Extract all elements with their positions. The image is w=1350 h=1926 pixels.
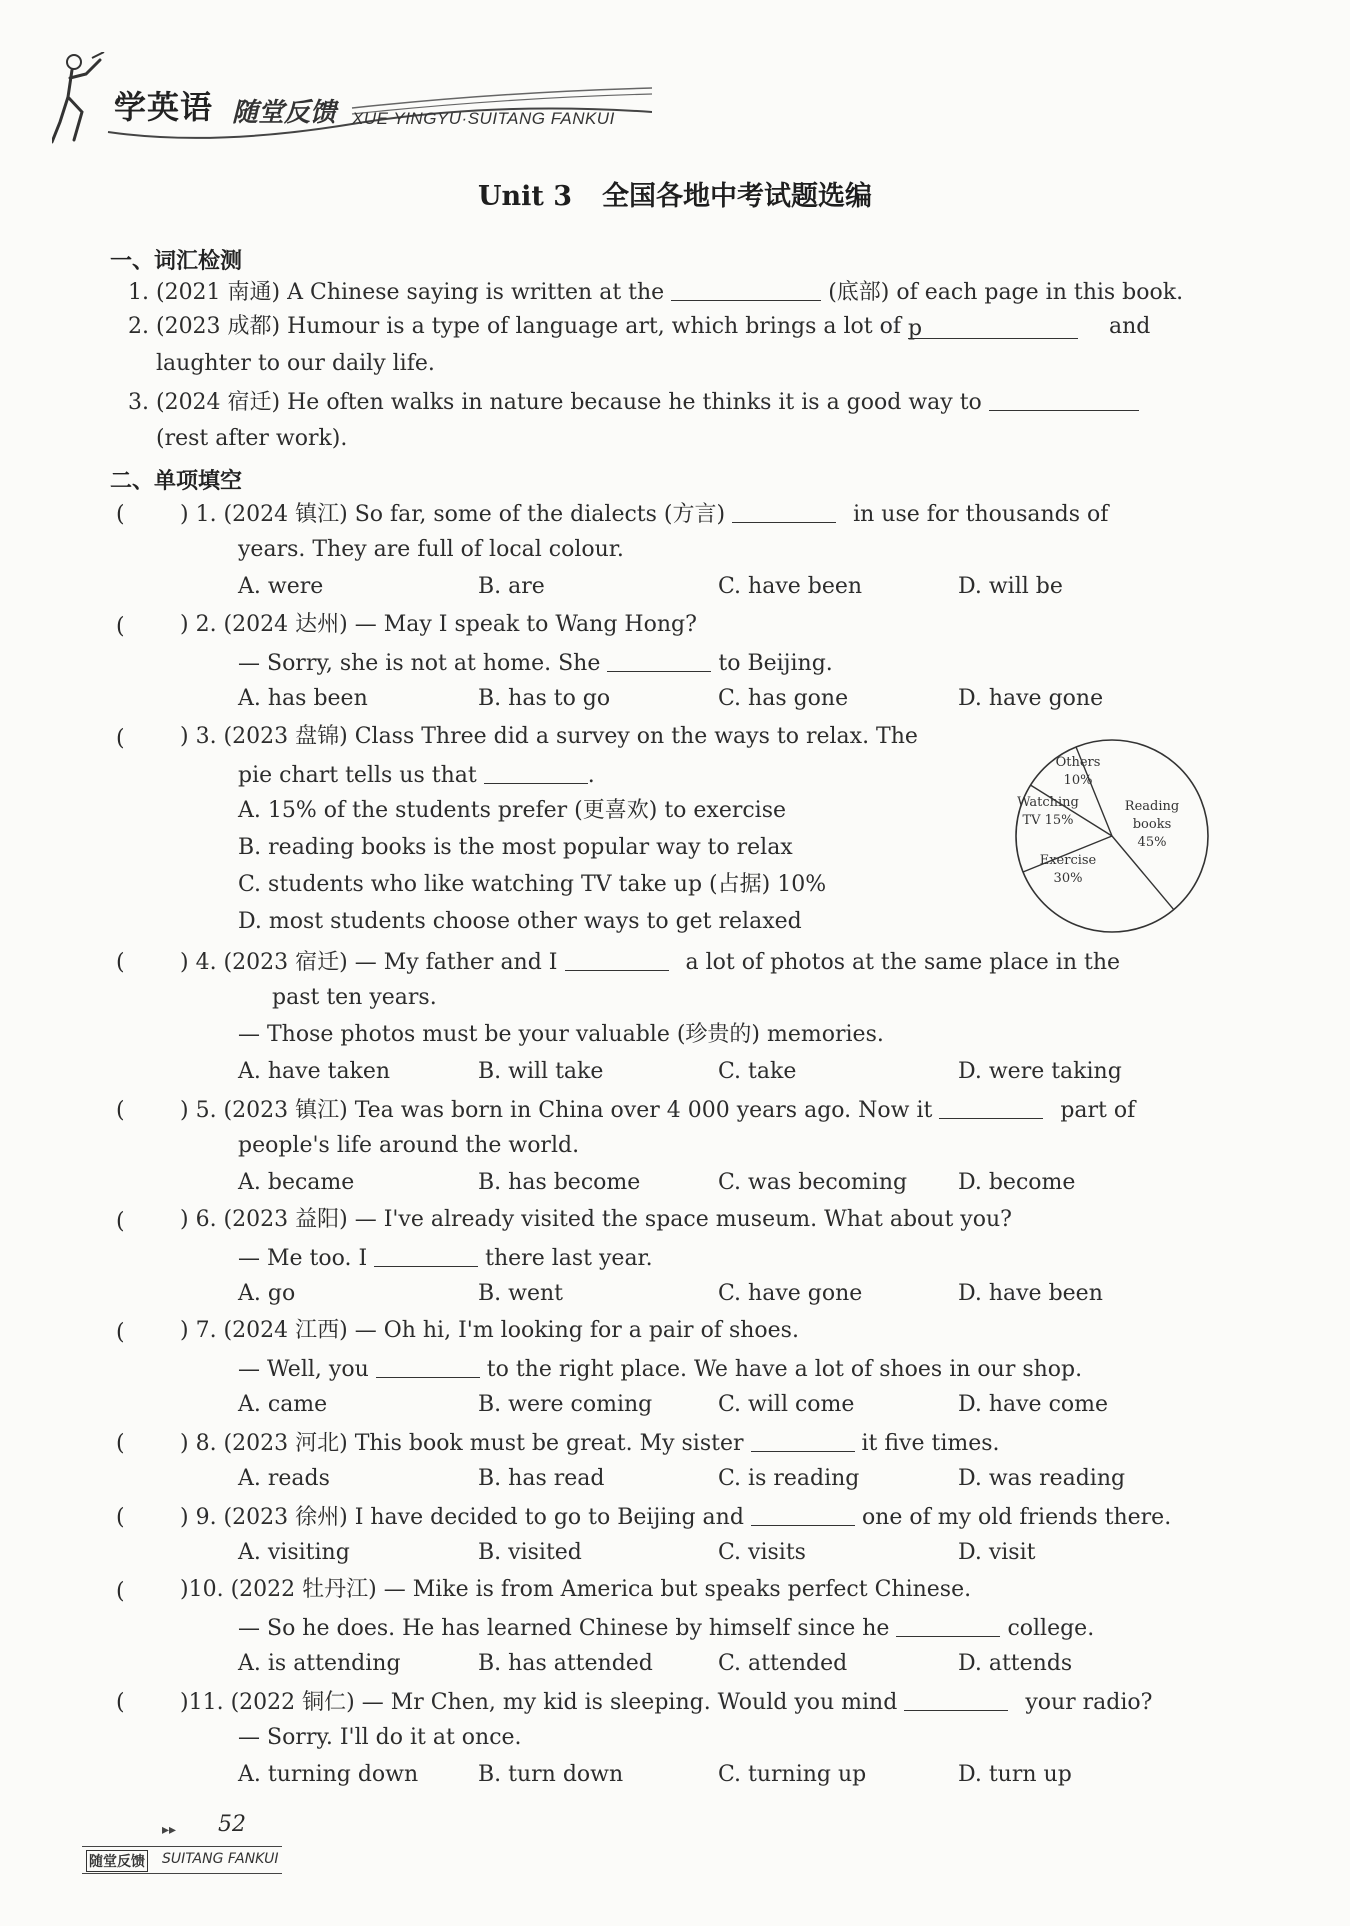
vocab-q2: [128, 316, 1150, 339]
answer-paren[interactable]: (: [116, 1579, 125, 1604]
page-number: 52: [218, 1812, 246, 1837]
choice-q8: [180, 1431, 1000, 1455]
choice-q10: )10. (2022 牡丹江) — Mike is from America but speaks perfect Chinese.: [180, 1577, 972, 1602]
choice-q11-text: )11. (2022 铜仁) — Mr Chen, my kid is sleeping. Would you mind: [180, 1690, 898, 1715]
choice-q4: [180, 950, 1120, 974]
vocab-q3-text: 3. (2024 宿迁) He often walks in nature because he thinks it is a good way to: [128, 390, 982, 415]
option-a[interactable]: A. visiting: [238, 1540, 350, 1565]
option-d[interactable]: D. was reading: [958, 1466, 1126, 1491]
option-a[interactable]: A. were: [238, 574, 324, 599]
answer-paren[interactable]: (: [116, 1431, 125, 1456]
choice-q4-cont: past ten years.: [272, 985, 437, 1010]
answer-blank[interactable]: [376, 1357, 480, 1378]
choice-q4-text-end: a lot of photos at the same place in the: [685, 950, 1121, 975]
option-a[interactable]: A. have taken: [238, 1059, 391, 1084]
choice-q2-cont: [238, 651, 833, 675]
answer-blank[interactable]: [607, 651, 711, 672]
choice-q6-text-end: there last year.: [485, 1246, 653, 1271]
choice-q5-text: ) 5. (2023 镇江) Tea was born in China over 4 000 years ago. Now it: [180, 1098, 933, 1123]
answer-paren[interactable]: (: [116, 1209, 125, 1234]
choice-q7-cont: [238, 1357, 1082, 1381]
choice-q6-cont: [238, 1246, 653, 1270]
vocab-q3-cont: (rest after work).: [156, 426, 348, 451]
choice-q2-text-end: to Beijing.: [718, 651, 833, 676]
choice-q7: ) 7. (2024 江西) — Oh hi, I'm looking for a pair of shoes.: [180, 1318, 799, 1343]
choice-q1-text-end: in use for thousands of: [853, 502, 1109, 527]
choice-q6: ) 6. (2023 益阳) — I've already visited the space museum. What about you?: [180, 1207, 1012, 1232]
option-d[interactable]: D. visit: [958, 1540, 1036, 1565]
choice-q11-text-end: your radio?: [1025, 1690, 1153, 1715]
option-b[interactable]: B. has to go: [478, 686, 611, 711]
option-b[interactable]: B. are: [478, 574, 545, 599]
answer-blank[interactable]: [908, 318, 1078, 339]
footer-brand: [82, 1846, 282, 1874]
option-c[interactable]: C. has gone: [718, 686, 849, 711]
choice-q9-text: ) 9. (2023 徐州) I have decided to go to Beijing and: [180, 1505, 744, 1530]
choice-q4-text: ) 4. (2023 宿迁) — My father and I: [180, 950, 558, 975]
footer-brand-en: SUITANG FANKUI: [162, 1851, 279, 1867]
option-c[interactable]: C. is reading: [718, 1466, 860, 1491]
option-a[interactable]: A. has been: [238, 686, 368, 711]
choice-q2-text: — Sorry, she is not at home. She: [238, 651, 601, 676]
choice-q5-text-end: part of: [1060, 1098, 1136, 1123]
option-c[interactable]: C. turning up: [718, 1762, 867, 1787]
answer-paren[interactable]: (: [116, 502, 125, 527]
pie-slice-label: Others 10%: [1055, 755, 1101, 788]
option-c[interactable]: C. visits: [718, 1540, 806, 1565]
option-c[interactable]: C. have been: [718, 574, 863, 599]
header-banner: [52, 52, 652, 152]
option-a[interactable]: A. is attending: [238, 1651, 401, 1676]
option-c[interactable]: C. will come: [718, 1392, 855, 1417]
option-b[interactable]: B. will take: [478, 1059, 604, 1084]
brand-chinese: 学英语: [114, 88, 214, 126]
answer-paren[interactable]: (: [116, 1505, 125, 1530]
answer-paren[interactable]: (: [116, 1098, 125, 1123]
choice-q10-text-end: college.: [1007, 1616, 1095, 1641]
pie-divider: [1031, 785, 1112, 836]
pie-slice-label: Exercise 30%: [1039, 853, 1097, 886]
vocab-q1-text: 1. (2021 南通) A Chinese saying is written at the: [128, 280, 665, 305]
option-c[interactable]: C. was becoming: [718, 1170, 908, 1195]
survey-pie-chart: [1012, 736, 1212, 936]
option-a[interactable]: A. reads: [238, 1466, 330, 1491]
answer-blank[interactable]: [896, 1616, 1000, 1637]
vocab-q1: [128, 280, 1183, 304]
choice-q10-cont: [238, 1616, 1094, 1640]
answer-blank[interactable]: [989, 390, 1139, 411]
answer-paren[interactable]: (: [116, 1320, 125, 1345]
choice-q5-cont: people's life around the world.: [238, 1133, 580, 1158]
choice-q2: ) 2. (2024 达州) — May I speak to Wang Hong?: [180, 612, 697, 637]
vocab-q2-text: 2. (2023 成都) Humour is a type of language art, which brings a lot of: [128, 314, 901, 339]
option-b[interactable]: B. has read: [478, 1466, 605, 1491]
option-d[interactable]: D. have gone: [958, 686, 1104, 711]
option-a[interactable]: A. 15% of the students prefer (更喜欢) to exercise: [238, 798, 787, 823]
option-c[interactable]: C. take: [718, 1059, 797, 1084]
option-d[interactable]: D. most students choose other ways to get relaxed: [238, 909, 802, 934]
choice-q7-text-end: to the right place. We have a lot of shoes in our shop.: [486, 1357, 1083, 1382]
choice-q3-text: pie chart tells us that: [238, 763, 477, 788]
option-d[interactable]: D. turn up: [958, 1762, 1072, 1787]
option-d[interactable]: D. have come: [958, 1392, 1109, 1417]
answer-paren[interactable]: (: [116, 726, 125, 751]
unit-topic: 全国各地中考试题选编: [602, 181, 873, 212]
option-c[interactable]: C. have gone: [718, 1281, 863, 1306]
option-c[interactable]: C. students who like watching TV take up (占据) 10%: [238, 872, 827, 897]
answer-blank[interactable]: [732, 502, 836, 523]
option-d[interactable]: D. will be: [958, 574, 1063, 599]
option-d[interactable]: D. attends: [958, 1651, 1073, 1676]
page-title: [0, 174, 1350, 213]
pie-slice-label: Watching TV 15%: [1017, 795, 1079, 828]
option-a[interactable]: A. go: [238, 1281, 296, 1306]
unit-label: Unit 3: [477, 181, 573, 212]
answer-paren[interactable]: (: [116, 614, 125, 639]
hint-letter: p: [908, 316, 923, 341]
option-b[interactable]: B. visited: [478, 1540, 582, 1565]
option-b[interactable]: B. has attended: [478, 1651, 653, 1676]
vocab-q1-text-end: (底部) of each page in this book.: [828, 280, 1184, 305]
answer-blank[interactable]: [751, 1505, 855, 1526]
option-b[interactable]: B. were coming: [478, 1392, 653, 1417]
option-c[interactable]: C. attended: [718, 1651, 848, 1676]
option-b[interactable]: B. went: [478, 1281, 564, 1306]
option-b[interactable]: B. reading books is the most popular way to relax: [238, 835, 793, 860]
option-d[interactable]: D. have been: [958, 1281, 1103, 1306]
section-heading-choice: 二、单项填空: [110, 469, 243, 494]
option-a[interactable]: A. became: [238, 1170, 355, 1195]
choice-q1-text: ) 1. (2024 镇江) So far, some of the dialects (方言): [180, 502, 726, 527]
brand-pinyin: XUE YINGYU·SUITANG FANKUI: [352, 109, 615, 128]
answer-blank[interactable]: [671, 280, 821, 301]
choice-q11: [180, 1690, 1152, 1714]
option-a[interactable]: A. came: [238, 1392, 328, 1417]
vocab-q3: [128, 390, 1139, 414]
vocab-q2-cont: laughter to our daily life.: [156, 351, 435, 376]
brand-script: 随堂反馈: [232, 98, 337, 128]
answer-blank[interactable]: [904, 1690, 1008, 1711]
choice-q10-text: — So he does. He has learned Chinese by himself since he: [238, 1616, 890, 1641]
choice-q9-text-end: one of my old friends there.: [861, 1505, 1172, 1530]
answer-paren[interactable]: (: [116, 950, 125, 975]
choice-q5: [180, 1098, 1135, 1122]
option-a[interactable]: A. turning down: [238, 1762, 419, 1787]
footer-arrow-icon: ▸▸: [162, 1822, 177, 1838]
choice-q3: ) 3. (2023 盘锦) Class Three did a survey on the ways to relax. The: [180, 724, 918, 749]
option-d[interactable]: D. become: [958, 1170, 1076, 1195]
choice-q1-cont: years. They are full of local colour.: [238, 537, 624, 562]
vocab-q2-and: and: [1109, 314, 1151, 339]
choice-q8-text-end: it five times.: [861, 1431, 1000, 1456]
answer-blank[interactable]: [374, 1246, 478, 1267]
pie-slice-label: Reading books 45%: [1124, 799, 1180, 850]
answer-blank[interactable]: [751, 1431, 855, 1452]
answer-blank[interactable]: [484, 763, 588, 784]
choice-q11-cont: — Sorry. I'll do it at once.: [238, 1725, 522, 1750]
choice-q4-reply: — Those photos must be your valuable (珍贵的) memories.: [238, 1022, 884, 1047]
answer-blank[interactable]: [565, 950, 669, 971]
choice-q3-period: .: [587, 763, 595, 788]
answer-blank[interactable]: [939, 1098, 1043, 1119]
answer-paren[interactable]: (: [116, 1690, 125, 1715]
section-heading-vocab: 一、词汇检测: [110, 249, 243, 274]
option-b[interactable]: B. turn down: [478, 1762, 624, 1787]
choice-q1: [180, 502, 1108, 526]
option-d[interactable]: D. were taking: [958, 1059, 1122, 1084]
choice-q9: [180, 1505, 1171, 1529]
choice-q6-text: — Me too. I: [238, 1246, 368, 1271]
choice-q7-text: — Well, you: [238, 1357, 369, 1382]
footer-brand-cn: 随堂反馈: [86, 1850, 148, 1872]
choice-q3-cont: [238, 763, 595, 787]
option-b[interactable]: B. has become: [478, 1170, 641, 1195]
choice-q8-text: ) 8. (2023 河北) This book must be great. My sister: [180, 1431, 744, 1456]
